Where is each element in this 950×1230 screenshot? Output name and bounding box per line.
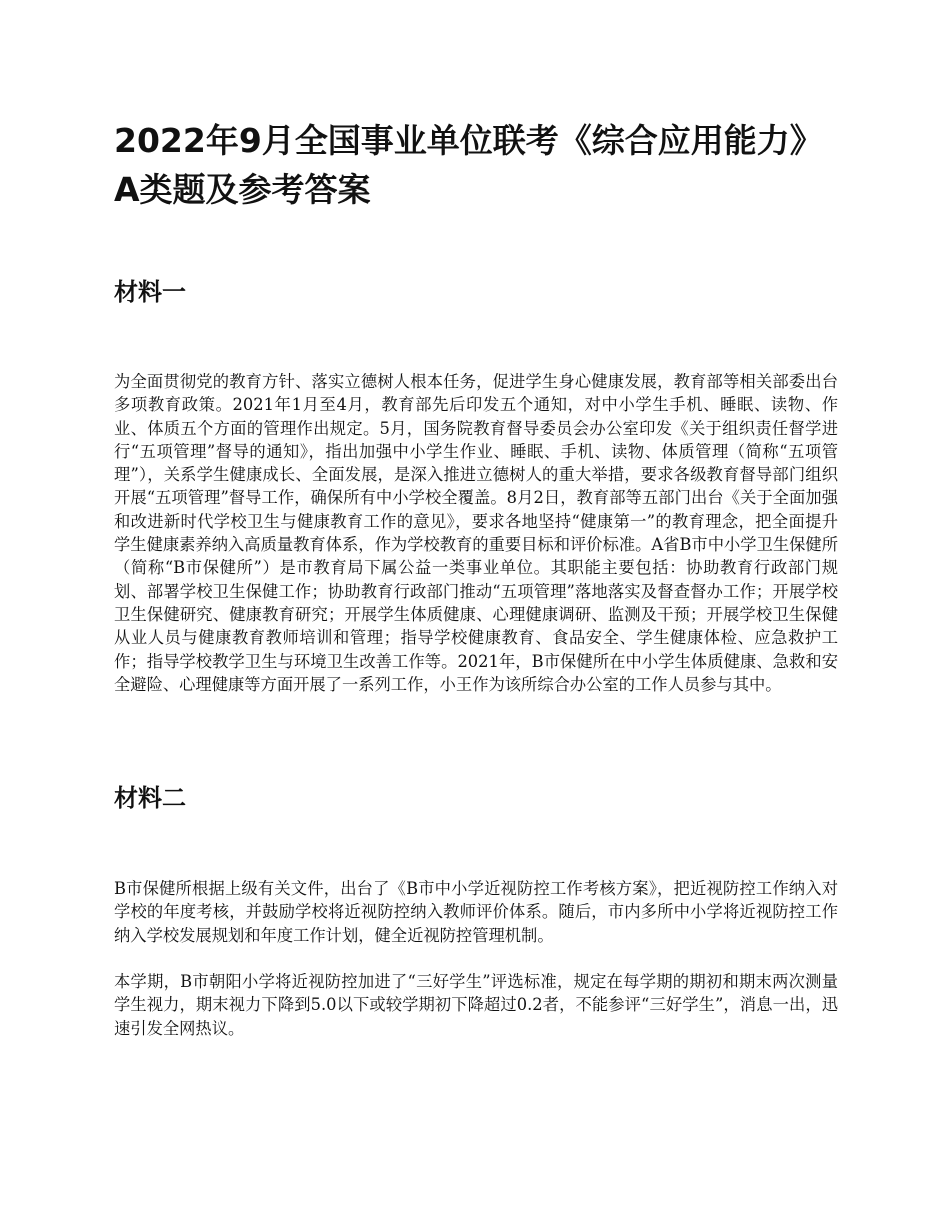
material-1-paragraph: 为全面贯彻党的教育方针、落实立德树人根本任务，促进学生身心健康发展，教育部等相关部委出台多项教育政策。2021年1月至4月，教育部先后印发五个通知，对中小学生手机、睡眠、读物、作业、体质五个方面的管理作出规定。5月，国务院教育督导委员会办公室印发《关于组织责任督学进行“五项管理”督导的通知》，指出加强中小学生作业、睡眠、手机、读物、体质管理（简称“五项管理”），关系学生健康成长、全面发展，是深入推进立德树人的重大举措，要求各级教育督导部门组织开展“五项管理”督导工作，确保所有中小学校全覆盖。8月2日，教育部等五部门出台《关于全面加强和改进新时代学校卫生与健康教育工作的意见》，要求各地坚持“健康第一”的教育理念，把全面提升学生健康素养纳入高质量教育体系，作为学校教育的重要目标和评价标准。A省B市中小学卫生保健所（简称“B市保健所”）是市教育局下属公益一类事业单位。其职能主要包括：协助教育行政部门规划、部署学校卫生保健工作；协助教育行政部门推动“五项管理”落地落实及督查督办工作；开展学校卫生保健研究、健康教育研究；开展学生体质健康、心理健康调研、监测及干预；开展学校卫生保健从业人员与健康教育教师培训和管理；指导学校健康教育、食品安全、学生健康体检、应急救护工作；指导学校教学卫生与环境卫生改善工作等。2021年，B市保健所在中小学生体质健康、急救和安全避险、心理健康等方面开展了一系列工作，小王作为该所综合办公室的工作人员参与其中。 (114, 372, 838, 694)
document-title: 2022年9月全国事业单位联考《综合应用能力》A类题及参考答案 (114, 121, 823, 209)
section-heading-material-1: 材料一 (114, 278, 186, 306)
material-2-paragraph-2: 本学期，B市朝阳小学将近视防控加进了“三好学生”评选标准，规定在每学期的期初和期末两次测量学生视力，期末视力下降到5.0以下或较学期初下降超过0.2者，不能参评“三好学生”，消息一出，迅速引发全网热议。 (114, 972, 838, 1038)
material-2-paragraph-1: B市保健所根据上级有关文件，出台了《B市中小学近视防控工作考核方案》，把近视防控工作纳入对学校的年度考核，并鼓励学校将近视防控纳入教师评价体系。随后，市内多所中小学将近视防控工作纳入学校发展规划和年度工作计划，健全近视防控管理机制。 (114, 879, 838, 945)
section-heading-material-2: 材料二 (114, 784, 186, 812)
